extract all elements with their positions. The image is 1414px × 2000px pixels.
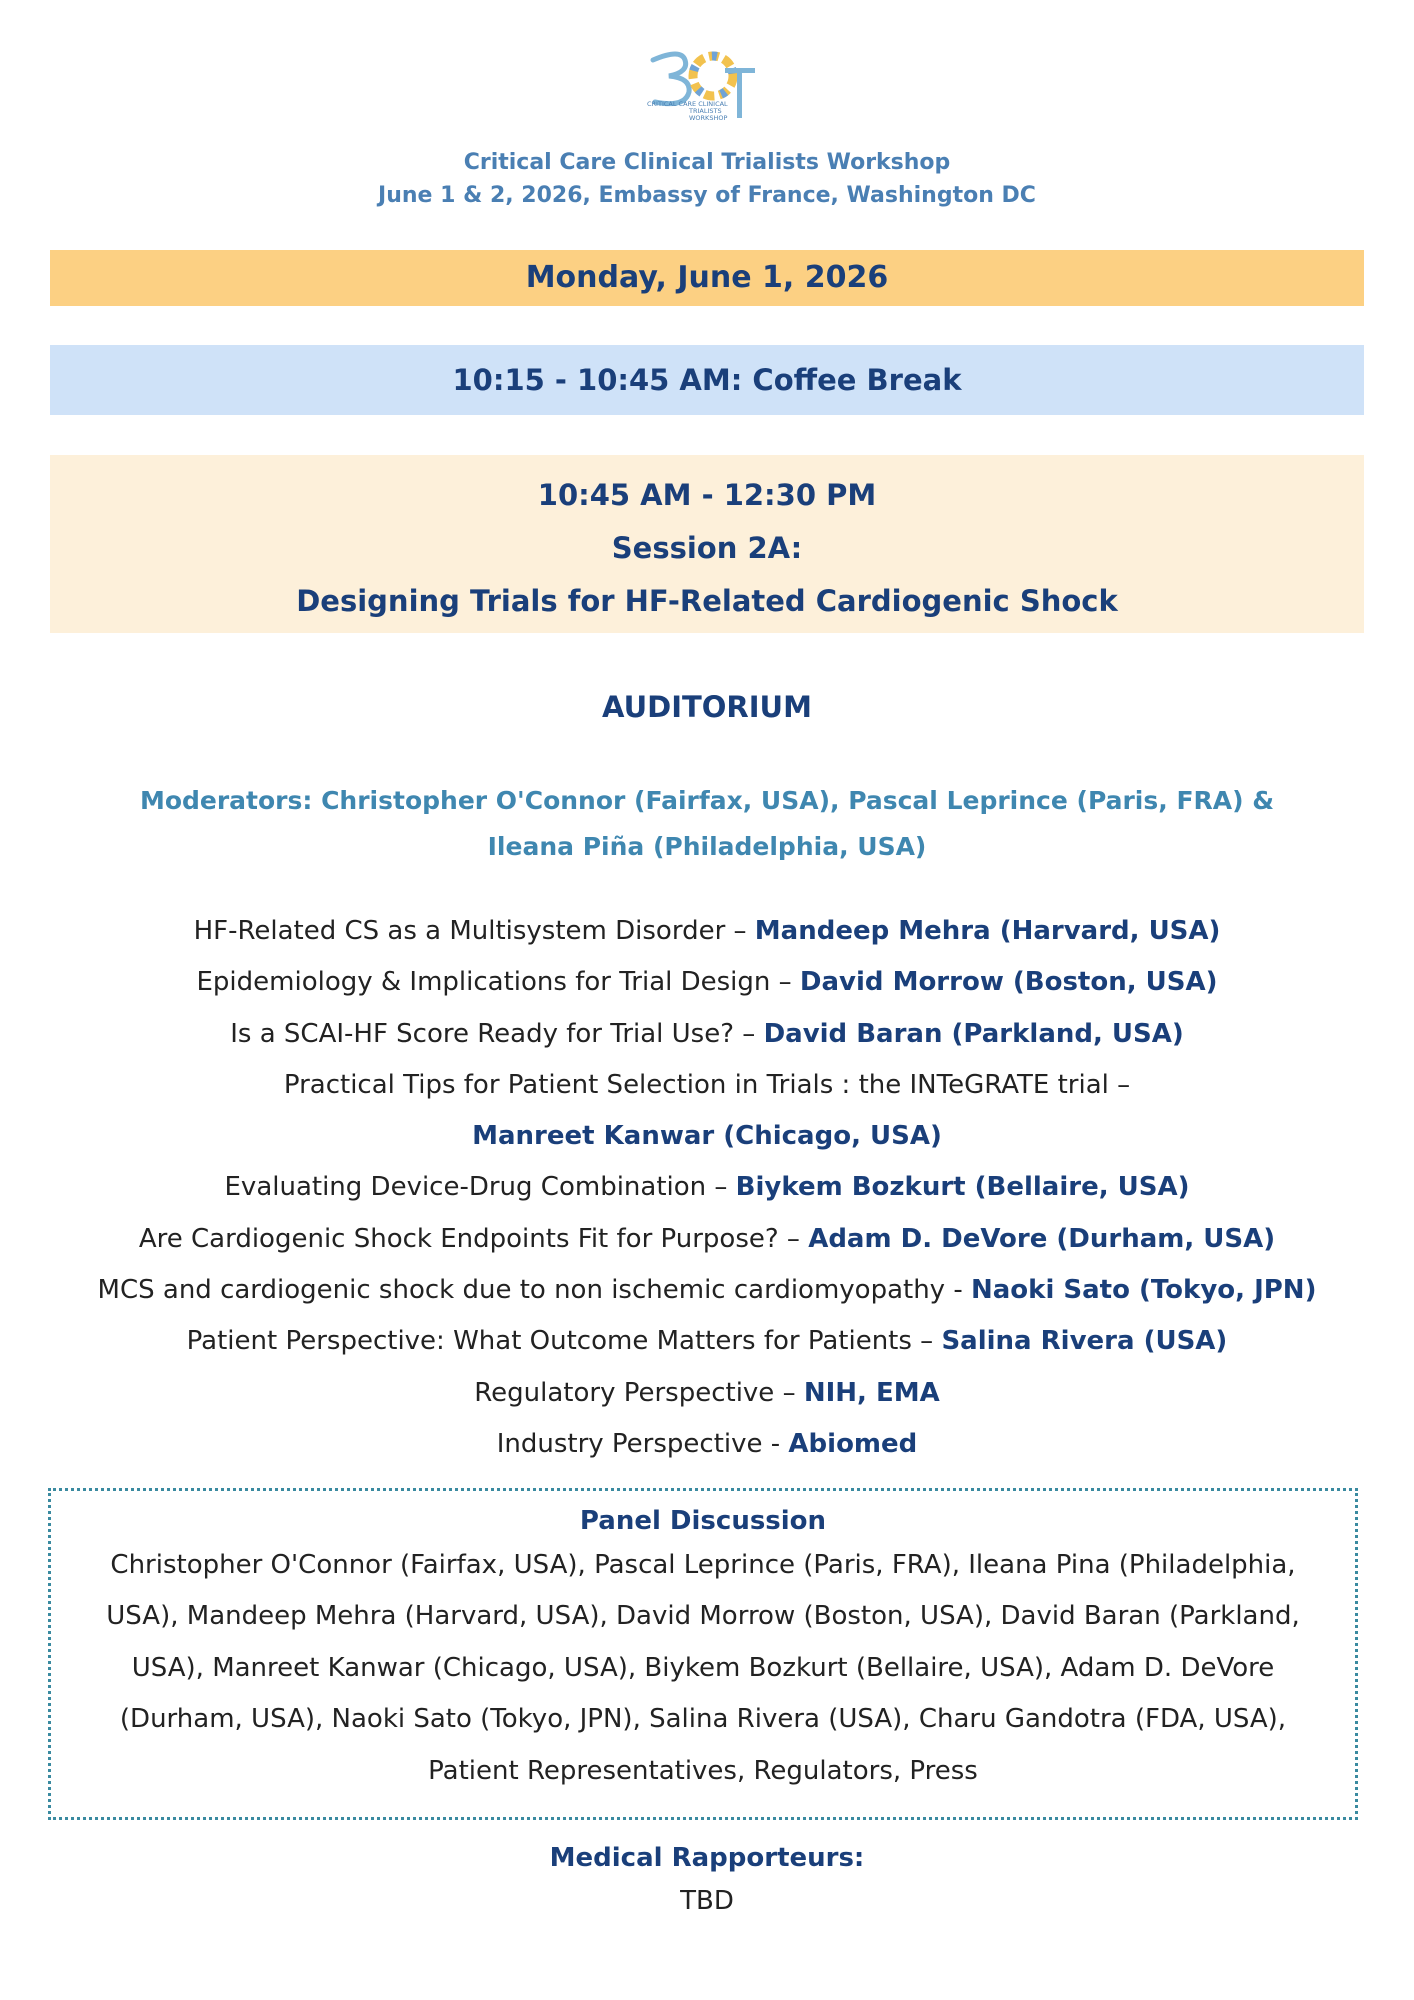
talk-speaker: Adam D. DeVore (Durham, USA) <box>808 1223 1276 1254</box>
talk-topic: Patient Perspective: What Outcome Matters for Patients – <box>186 1326 942 1357</box>
panel-line: Christopher O'Connor (Fairfax, USA), Pascal Leprince (Paris, FRA), Ileana Pina (Philadelphia, <box>110 1550 1296 1580</box>
talk-topic: MCS and cardiogenic shock due to non ischemic cardiomyopathy - <box>97 1275 971 1306</box>
moderators <box>0 778 1414 870</box>
talk-item-speaker-line <box>0 1111 1414 1162</box>
talk-speaker: Salina Rivera (USA) <box>941 1326 1228 1357</box>
talk-item <box>0 1060 1414 1111</box>
talk-speaker: NIH, EMA <box>803 1377 940 1408</box>
talk-item <box>0 1214 1414 1265</box>
logo-mark-text: 3CT <box>645 46 647 47</box>
rapporteurs-value: TBD <box>680 1886 734 1916</box>
talk-item <box>0 1162 1414 1213</box>
talk-topic: Epidemiology & Implications for Trial Design – <box>196 967 800 998</box>
talk-topic: Practical Tips for Patient Selection in Trials : the INTeGRATE trial – <box>283 1069 1131 1100</box>
talk-item <box>0 906 1414 957</box>
talk-speaker: David Morrow (Boston, USA) <box>799 967 1218 998</box>
talk-item <box>0 957 1414 1008</box>
talk-topic: Industry Perspective - <box>496 1428 789 1459</box>
workshop-subtitle: June 1 & 2, 2026, Embassy of France, Washington DC <box>378 183 1036 208</box>
talk-item <box>0 1368 1414 1419</box>
talk-topic: HF-Related CS as a Multisystem Disorder – <box>193 916 755 946</box>
talk-item <box>0 1419 1414 1470</box>
talk-item <box>0 1265 1414 1316</box>
session-name: Session 2A: <box>611 531 803 565</box>
panel-line: USA), Mandeep Mehra (Harvard, USA), David Morrow (Boston, USA), David Baran (Parkland, <box>106 1601 1300 1632</box>
session-time: 10:45 AM - 12:30 PM <box>537 478 877 512</box>
room-label: AUDITORIUM <box>602 690 812 724</box>
panel-line: Patient Representatives, Regulators, Press <box>428 1755 978 1786</box>
panel-title: Panel Discussion <box>579 1506 827 1536</box>
day-heading: Monday, June 1, 2026 <box>50 250 1364 306</box>
talk-topic: Is a SCAI-HF Score Ready for Trial Use? – <box>230 1018 764 1049</box>
moderators-line-2: Ileana Piña (Philadelphia, USA) <box>487 832 927 861</box>
talk-topic: Are Cardiogenic Shock Endpoints Fit for Purpose? – <box>138 1223 809 1254</box>
talk-topic: Evaluating Device-Drug Combination – <box>224 1172 736 1203</box>
logo-caption-2: TRIALISTS <box>689 107 722 115</box>
workshop-title: Critical Care Clinical Trialists Workshop <box>463 150 951 175</box>
panel-line: USA), Manreet Kanwar (Chicago, USA), Biykem Bozkurt (Bellaire, USA), Adam D. DeVore <box>131 1652 1275 1683</box>
session-title: Designing Trials for HF-Related Cardiogenic Shock <box>296 584 1118 618</box>
rapporteurs-label: Medical Rapporteurs: <box>549 1843 865 1873</box>
talk-topic: Regulatory Perspective – <box>474 1377 804 1408</box>
talk-speaker: Manreet Kanwar (Chicago, USA) <box>472 1121 942 1152</box>
talk-item <box>0 1009 1414 1060</box>
workshop-logo <box>645 46 775 130</box>
talk-list <box>0 906 1414 1470</box>
talk-item <box>0 1316 1414 1367</box>
logo-caption-3: WORKSHOP <box>689 114 728 122</box>
moderators-line-1: Moderators: Christopher O'Connor (Fairfax, USA), Pascal Leprince (Paris, FRA) & <box>139 786 1275 815</box>
panel-line: (Durham, USA), Naoki Sato (Tokyo, JPN), Salina Rivera (USA), Charu Gandotra (FDA, USA), <box>119 1704 1287 1735</box>
talk-speaker: Biykem Bozkurt (Bellaire, USA) <box>735 1172 1190 1203</box>
panel-discussion-box <box>48 1488 1358 1820</box>
panel-participants <box>91 1540 1315 1797</box>
talk-speaker: Abiomed <box>788 1428 918 1459</box>
talk-speaker: Naoki Sato (Tokyo, JPN) <box>970 1275 1317 1306</box>
talk-speaker: David Baran (Parkland, USA) <box>763 1018 1184 1049</box>
coffee-break-band: 10:15 - 10:45 AM: Coffee Break <box>50 345 1364 415</box>
session-band <box>50 455 1364 633</box>
talk-speaker: Mandeep Mehra (Harvard, USA) <box>754 916 1221 946</box>
logo-caption-1: CRITICAL CARE CLINICAL <box>647 100 728 108</box>
